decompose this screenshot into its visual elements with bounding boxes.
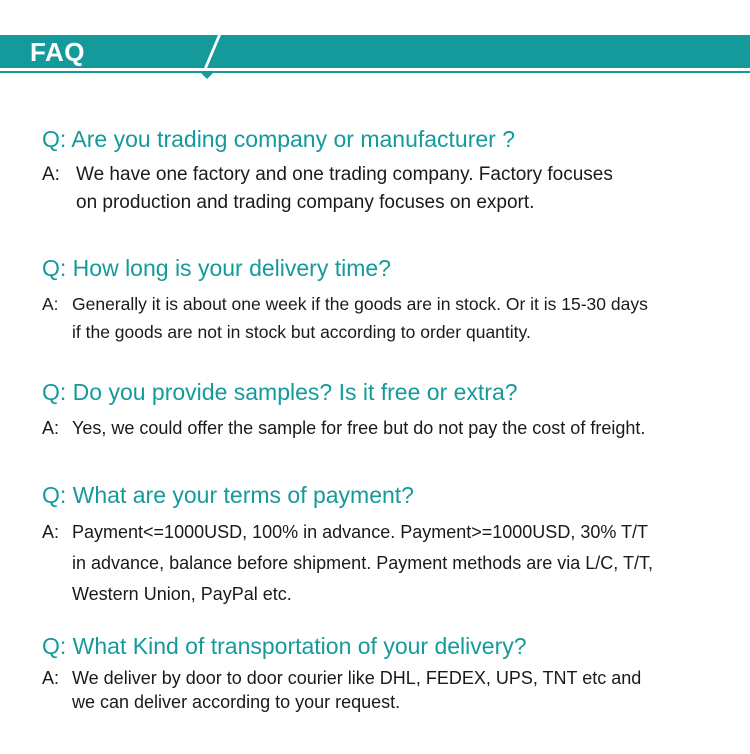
answer-line: if the goods are not in stock but according to order quantity. (72, 322, 531, 342)
faq-answer (42, 161, 742, 217)
answer-prefix: A: (42, 164, 60, 185)
faq-answer (42, 290, 742, 346)
faq-item (42, 125, 742, 217)
faq-question: Q: Are you trading company or manufacturer ? (42, 126, 516, 152)
faq-answer (42, 414, 742, 442)
faq-question: Q: What are your terms of payment? (42, 482, 414, 508)
answer-line: Payment<=1000USD, 100% in advance. Payment>=1000USD, 30% T/T (72, 522, 649, 542)
faq-item (42, 632, 742, 714)
page-title: FAQ (30, 37, 85, 67)
answer-line: We have one factory and one trading company. Factory focuses (76, 164, 613, 185)
answer-line: on production and trading company focuses on export. (76, 192, 535, 213)
faq-header-banner (0, 0, 750, 80)
header-banner-graphic (0, 0, 750, 80)
faq-item (42, 254, 742, 346)
answer-line: in advance, balance before shipment. Payment methods are via L/C, T/T, (72, 553, 653, 573)
answer-prefix: A: (42, 294, 59, 314)
answer-prefix: A: (42, 522, 60, 542)
faq-answer (42, 517, 742, 610)
answer-line: We deliver by door to door courier like DHL, FEDEX, UPS, TNT etc and (72, 668, 642, 688)
answer-prefix: A: (42, 668, 60, 688)
faq-item (42, 378, 742, 442)
answer-line: Western Union, PayPal etc. (72, 584, 292, 604)
faq-answer (42, 666, 742, 714)
answer-prefix: A: (42, 418, 60, 438)
faq-question: Q: How long is your delivery time? (42, 255, 391, 281)
answer-line: Yes, we could offer the sample for free but do not pay the cost of freight. (72, 418, 646, 438)
answer-line: Generally it is about one week if the goods are in stock. Or it is 15-30 days (72, 294, 648, 314)
answer-line: we can deliver according to your request. (72, 692, 401, 712)
faq-question: Q: Do you provide samples? Is it free or extra? (42, 379, 518, 405)
faq-question: Q: What Kind of transportation of your delivery? (42, 633, 527, 659)
faq-item (42, 481, 742, 610)
